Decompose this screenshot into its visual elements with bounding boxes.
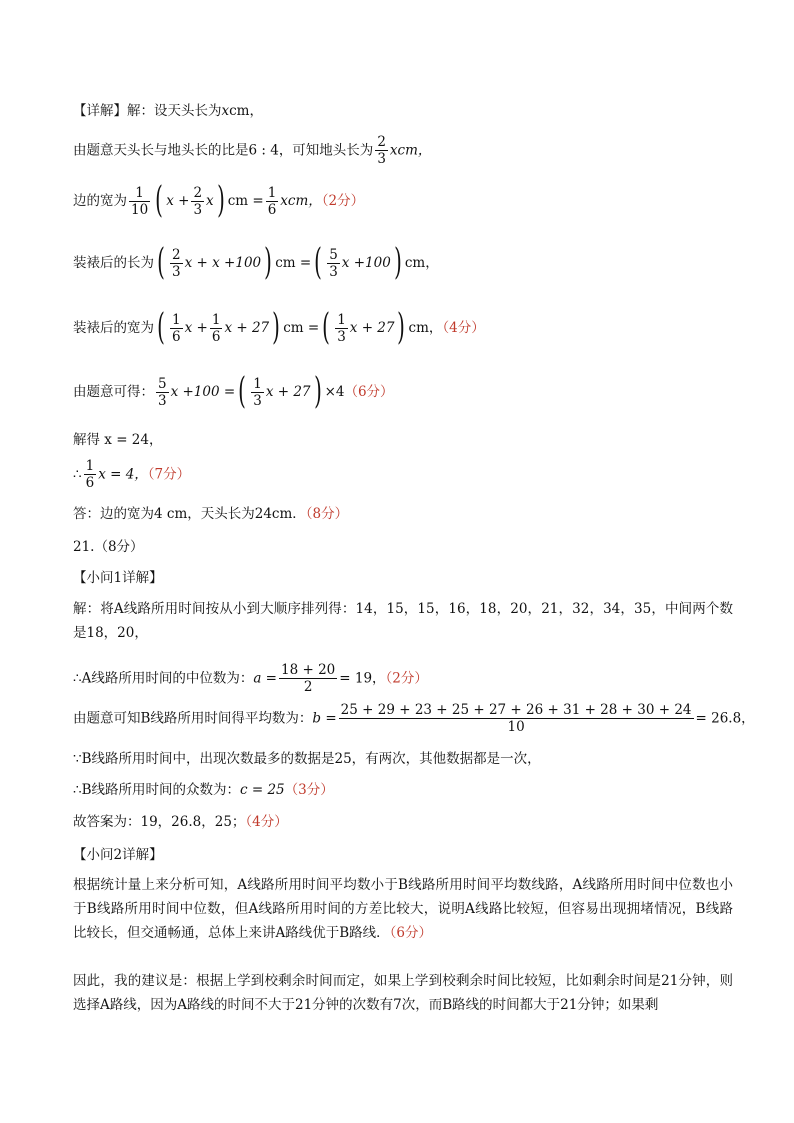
score-label: （4分） <box>245 814 288 830</box>
paren-group: ( $\frac{2}{3}$ x + x +100 ) <box>157 242 273 283</box>
paragraph-sort: 解：将A线路所用时间按从小到大顺序排列得：14，15，15，16，18，20，21，32，34，35，中间两个数是18，20， <box>73 601 733 641</box>
line-2: 由题意天头长与地头长的比是6 : 4，可知地头长为 $\frac{2}{3}$ xcm， <box>73 134 432 167</box>
line-5: 装裱后的宽为 ( $\frac{1}{6}$ x + $\frac{1}{6}$ x + 27 ) cm = ( $\frac{1}{3}$ x + 27 ) cm，（4分） <box>73 307 485 348</box>
paren-group: ( $\frac{5}{3}$ x +100 ) <box>314 242 402 283</box>
fraction: $\frac{2}{3}$ <box>377 134 386 167</box>
line-7: 解得 x = 24， <box>73 432 163 448</box>
score-label: （6分） <box>344 384 394 400</box>
paren-group: ( $\frac{1}{3}$ x + 27 ) <box>238 371 322 412</box>
line-8: ∴ $\frac{1}{6}$ x = 4，（7分） <box>73 458 191 491</box>
score-label: （2分） <box>385 670 428 687</box>
paren-group: ( x + $\frac{2}{3}$ x ) <box>155 180 225 221</box>
line-6: 由题意可得： $\frac{5}{3}$ x +100 = ( $\frac{1}{3}$ x + 27 ) ×4（6分） <box>73 371 394 412</box>
line-answer: 故答案为：19，26.8，25；（4分） <box>73 814 288 830</box>
line-median-a: ∴A线路所用时间的中位数为：a = $\frac{18 + 20}{2}$ = 19，（2分） <box>73 662 428 695</box>
line-1: 【详解】解：设天头长为xcm， <box>73 103 263 119</box>
subquestion-1-heading: 【小问1详解】 <box>73 570 163 586</box>
line-3: 边的宽为 $\frac{1}{10}$ ( x + $\frac{2}{3}$ x ) cm = $\frac{1}{6}$ xcm，（2分） <box>73 180 365 221</box>
question-number: 21.（8分） <box>73 539 144 555</box>
fraction: $\frac{1}{6}$ <box>267 184 277 218</box>
score-label: （2分） <box>321 193 365 209</box>
paren-group: ( $\frac{1}{3}$ x + 27 ) <box>322 307 406 348</box>
score-label: （8分） <box>305 506 349 522</box>
score-label: （7分） <box>147 466 191 483</box>
line-mean-b: 由题意可知B线路所用时间得平均数为：b = $\frac{25 + 29 + 23 + 25 + 27 + 26 + 31 + 28 + 30 + 24}{10}$ = 26.8， <box>73 702 755 735</box>
line-9: 答：边的宽为4 cm，天头长为24cm．（8分） <box>73 506 349 522</box>
score-label: （4分） <box>442 320 485 336</box>
subquestion-2-heading: 【小问2详解】 <box>73 847 163 863</box>
paragraph-suggestion: 因此，我的建议是：根据上学到校剩余时间而定，如果上学到校剩余时间比较短，比如剩余时间是21分钟，则选择A路线，因为A路线的时间不大于21分钟的次数有7次，而B路线的时间都大于21分钟；如果剩 <box>73 973 733 1013</box>
paragraph-analysis: 根据统计量上来分析可知，A线路所用时间平均数小于B线路所用时间平均数线路，A线路所用时间中位数也小于B线路所用时间中位数，但A线路所用时间的方差比较大，说明A线路比较短，但容易出现拥堵情况，B线路比较长，但交通畅通，总体上来讲A路线优于B路线．（6分） <box>73 877 733 941</box>
fraction: $\frac{1}{6}$ <box>85 458 95 491</box>
score-label: （6分） <box>389 925 433 941</box>
paren-group: ( $\frac{1}{6}$ x + $\frac{1}{6}$ x + 27 ) <box>157 307 281 348</box>
fraction: $\frac{25 + 29 + 23 + 25 + 27 + 26 + 31 + 28 + 30 + 24}{10}$ <box>340 702 692 735</box>
fraction: $\frac{1}{10}$ <box>131 184 149 218</box>
fraction: $\frac{5}{3}$ <box>158 375 167 409</box>
section-tag: 【详解】 <box>73 103 127 119</box>
fraction: $\frac{18 + 20}{2}$ <box>281 662 336 695</box>
line-4: 装裱后的长为 ( $\frac{2}{3}$ x + x +100 ) cm = ( $\frac{5}{3}$ x +100 ) cm， <box>73 242 439 283</box>
line-mode-c: ∴B线路所用时间的众数为：c = 25（3分） <box>73 782 334 798</box>
line-mode-reason: ∵B线路所用时间中，出现次数最多的数据是25，有两次，其他数据都是一次， <box>73 751 541 767</box>
score-label: （3分） <box>284 782 334 798</box>
